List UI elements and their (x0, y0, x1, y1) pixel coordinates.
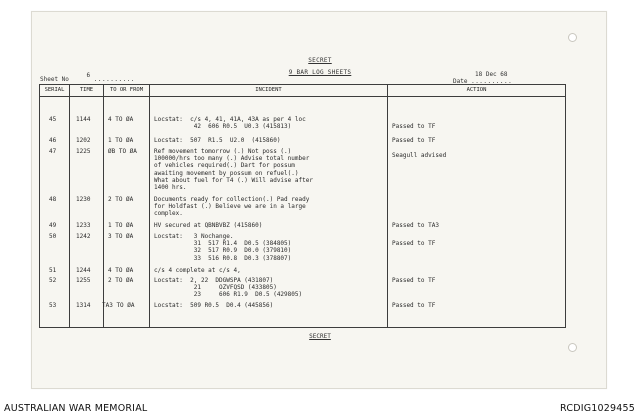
row-47-to-from: ØB TO ØA (108, 148, 137, 155)
row-53-incident: Locstat: 509 R0.5 D0.4 (445856) (154, 302, 274, 309)
col-divider-4 (387, 85, 388, 327)
archive-reference: RCDIG1029455 (560, 403, 635, 414)
header-serial: SERIAL (44, 87, 65, 93)
row-45-serial: 45 (49, 116, 57, 123)
row-45-incident: Locstat: c/s 4, 41, 41A, 43A as per 4 loc 42 606 R0.5 U0.3 (415813) (154, 116, 306, 131)
row-49-serial: 49 (49, 222, 57, 229)
row-49-to-from: 1 TO ØA (108, 222, 134, 229)
punch-hole-top (568, 33, 577, 42)
row-51-incident: c/s 4 complete at c/s 4, (154, 267, 241, 274)
row-52-action: Passed to TF (392, 277, 436, 284)
header-divider (40, 96, 565, 97)
row-51-to-from: 4 TO ØA (108, 267, 134, 274)
row-52-incident: Locstat: 2, 22 DDGWSPA (431807) 21 OZVFQSD (433805) 23 606 R1.9 D0.5 (429805) (154, 277, 303, 299)
header-incident: INCIDENT (255, 87, 282, 93)
header-action: ACTION (466, 87, 487, 93)
row-46-serial: 46 (49, 137, 57, 144)
row-50-incident: Locstat: 3 Nochange. 31 517 R1.4 D0.5 (384805) 32 517 R0.9 D0.0 (379810) 33 516 R0.8 D0.3 (378807) (154, 233, 292, 262)
row-48-to-from: 2 TO ØA (108, 196, 134, 203)
row-49-incident: HV secured at QBNBVBZ (415860) (154, 222, 263, 229)
row-50-action: Passed to TF (392, 240, 436, 247)
row-51-serial: 51 (49, 267, 57, 274)
col-divider-2 (103, 85, 104, 327)
sheet-number-label: Sheet No (40, 76, 69, 83)
row-46-time: 1202 (76, 137, 91, 144)
classification-bottom: SECRET (309, 333, 331, 340)
sheet-number-dots: .......... (93, 76, 135, 83)
row-53-serial: 53 (49, 302, 57, 309)
col-divider-3 (149, 85, 150, 327)
sheet-number-field (40, 72, 135, 83)
row-47-serial: 47 (49, 148, 57, 155)
row-53-action: Passed to TF (392, 302, 436, 309)
row-45-time: 1144 (76, 116, 91, 123)
col-divider-1 (69, 85, 70, 327)
punch-hole-bottom (568, 343, 577, 352)
header-to-from: TO OR FROM (109, 87, 144, 93)
row-48-time: 1230 (76, 196, 91, 203)
row-48-incident: Documents ready for collection(.) Pad ready for Holdfast (.) Believe we are in a large complex. (154, 196, 310, 218)
row-47-time: 1225 (76, 148, 91, 155)
date-value: 18 Dec 68 (475, 71, 508, 78)
row-46-action: Passed to TF (392, 137, 436, 144)
row-53-time: 1314 (76, 302, 91, 309)
date-label: Date .......... (453, 78, 513, 85)
document-title: 9 BAR LOG SHEETS (288, 69, 352, 76)
row-52-to-from: 2 TO ØA (108, 277, 134, 284)
row-49-action: Passed to TA3 (392, 222, 439, 229)
row-50-to-from: 3 TO ØA (108, 233, 134, 240)
archive-institution: AUSTRALIAN WAR MEMORIAL (4, 403, 148, 414)
row-52-serial: 52 (49, 277, 57, 284)
row-47-action: Seagull advised (392, 152, 447, 159)
row-45-action: Passed to TF (392, 123, 436, 131)
row-50-time: 1242 (76, 233, 91, 240)
row-52-time: 1255 (76, 277, 91, 284)
row-45-to-from: 4 TO ØA (108, 116, 134, 123)
classification-top: SECRET (308, 57, 332, 64)
row-47-incident: Ref movement tomorrow (.) Not poss (.) 100000/hrs too many (.) Advise total number of vehicles required(.) Dart for possum awaiting movement by possum on refuel(.) What about fuel for T4 (.) Will advise after 1400 hrs. (154, 148, 313, 192)
row-53-to-from: TA3 TO ØA (102, 302, 135, 309)
sheet-number-value: 6 (86, 72, 91, 79)
row-49-time: 1233 (76, 222, 91, 229)
header-time: TIME (79, 87, 94, 93)
row-50-serial: 50 (49, 233, 57, 240)
row-48-serial: 48 (49, 196, 57, 203)
log-table (39, 84, 566, 328)
row-51-time: 1244 (76, 267, 91, 274)
row-46-to-from: 1 TO ØA (108, 137, 134, 144)
row-46-incident: Locstat: 507 R1.5 U2.0 (415860) (154, 137, 281, 144)
